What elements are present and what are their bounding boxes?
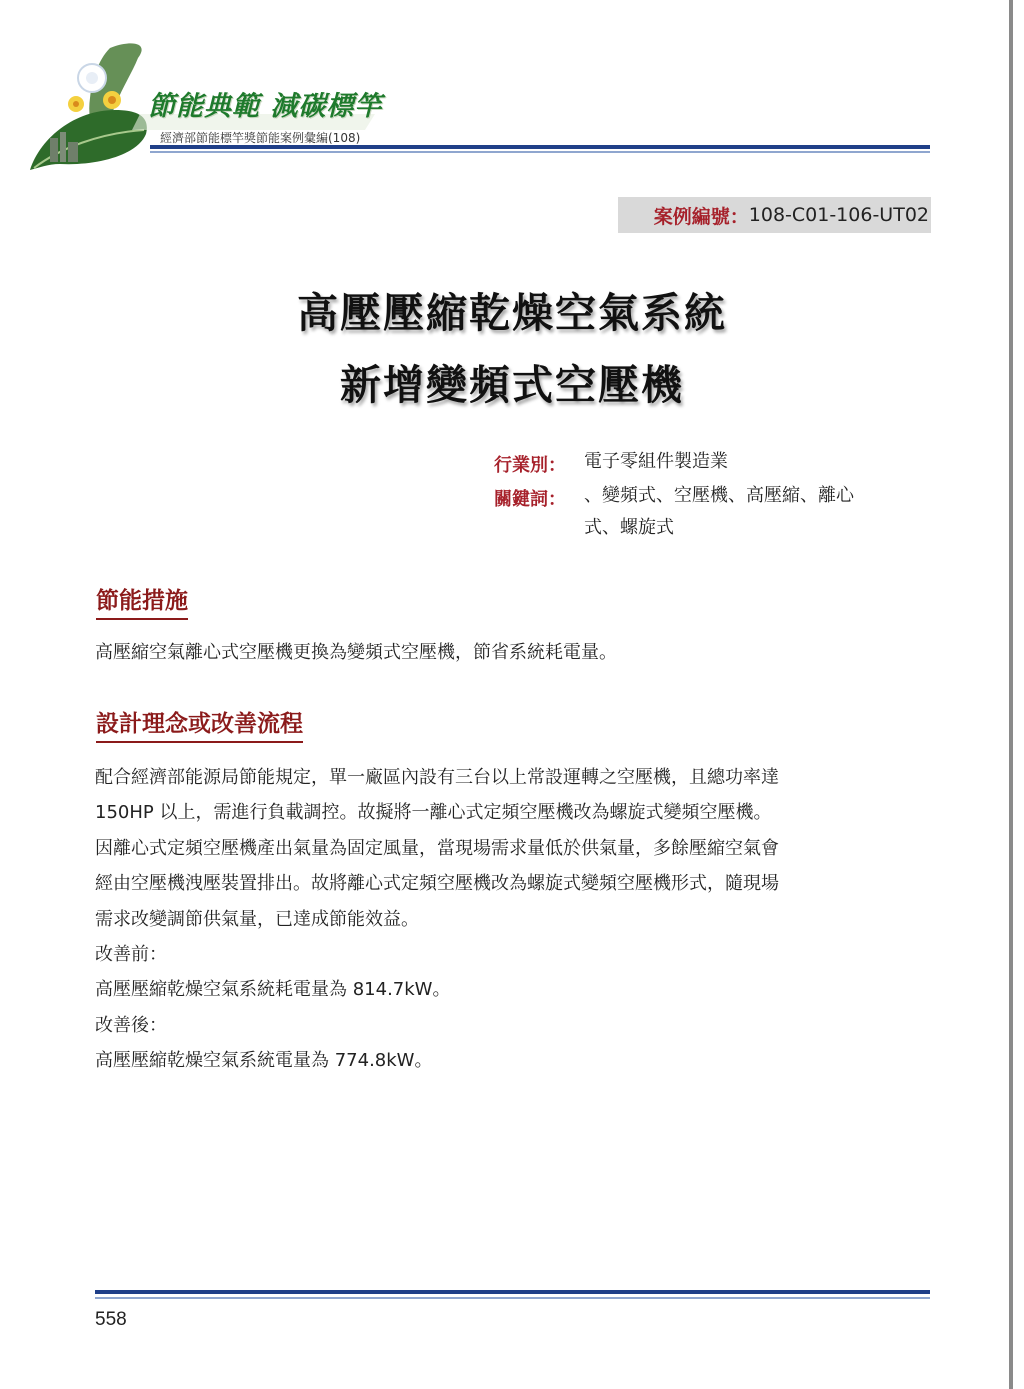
page-number: 558 [95, 1309, 127, 1330]
header-rule [150, 145, 930, 149]
paragraph-line: 150HP 以上，需進行負載調控。故擬將一離心式定頻空壓機改為螺旋式變頻空壓機。 [95, 802, 772, 824]
paragraph-line: 高壓縮空氣離心式空壓機更換為變頻式空壓機，節省系統耗電量。 [95, 642, 617, 663]
paragraph-line: 因離心式定頻空壓機產出氣量為固定風量，當現場需求量低於供氣量，多餘壓縮空氣會 [95, 837, 779, 859]
keywords-label: 關鍵詞： [494, 489, 566, 510]
brand-title: 節能典範 減碳標竿 [148, 91, 383, 122]
section-heading-design: 設計理念或改善流程 [96, 705, 303, 743]
after-value: 高壓壓縮乾燥空氣系統電量為 774.8kW。 [95, 1050, 433, 1072]
paragraph-line: 配合經濟部能源局節能規定，單一廠區內設有三台以上常設運轉之空壓機，且總功率達 [95, 767, 779, 788]
page-title-line-2: 新增變頻式空壓機 [340, 361, 684, 409]
case-number-box [618, 197, 931, 233]
section-heading-measures: 節能措施 [96, 582, 188, 620]
header-rule-thin [150, 151, 930, 153]
before-value: 高壓壓縮乾燥空氣系統耗電量為 814.7kW。 [95, 979, 451, 1001]
case-number-label: 案例編號： [653, 205, 749, 228]
industry-label: 行業別： [494, 455, 566, 476]
paragraph-line: 需求改變調節供氣量，已達成節能效益。 [95, 908, 419, 930]
keywords-value-line-2: 式、螺旋式 [584, 517, 674, 538]
industry-value: 電子零組件製造業 [584, 451, 728, 472]
paragraph-line: 經由空壓機洩壓裝置排出。故將離心式定頻空壓機改為螺旋式變頻空壓機形式，隨現場 [95, 873, 779, 895]
before-label: 改善前： [95, 943, 167, 965]
measures-text [95, 635, 935, 670]
keywords-value-line-1: 、變頻式、空壓機、高壓縮、離心 [584, 485, 854, 506]
page-title-line-1: 高壓壓縮乾燥空氣系統 [297, 289, 727, 337]
case-number-value: 108-C01-106-UT02 [748, 204, 929, 226]
footer-rule-thin [95, 1297, 930, 1299]
page-edge [1009, 0, 1013, 1389]
design-text [95, 760, 935, 1079]
footer-rule [95, 1290, 930, 1294]
after-label: 改善後： [95, 1014, 167, 1036]
brand-subtitle: 經濟部節能標竿獎節能案例彙編(108) [160, 131, 361, 145]
